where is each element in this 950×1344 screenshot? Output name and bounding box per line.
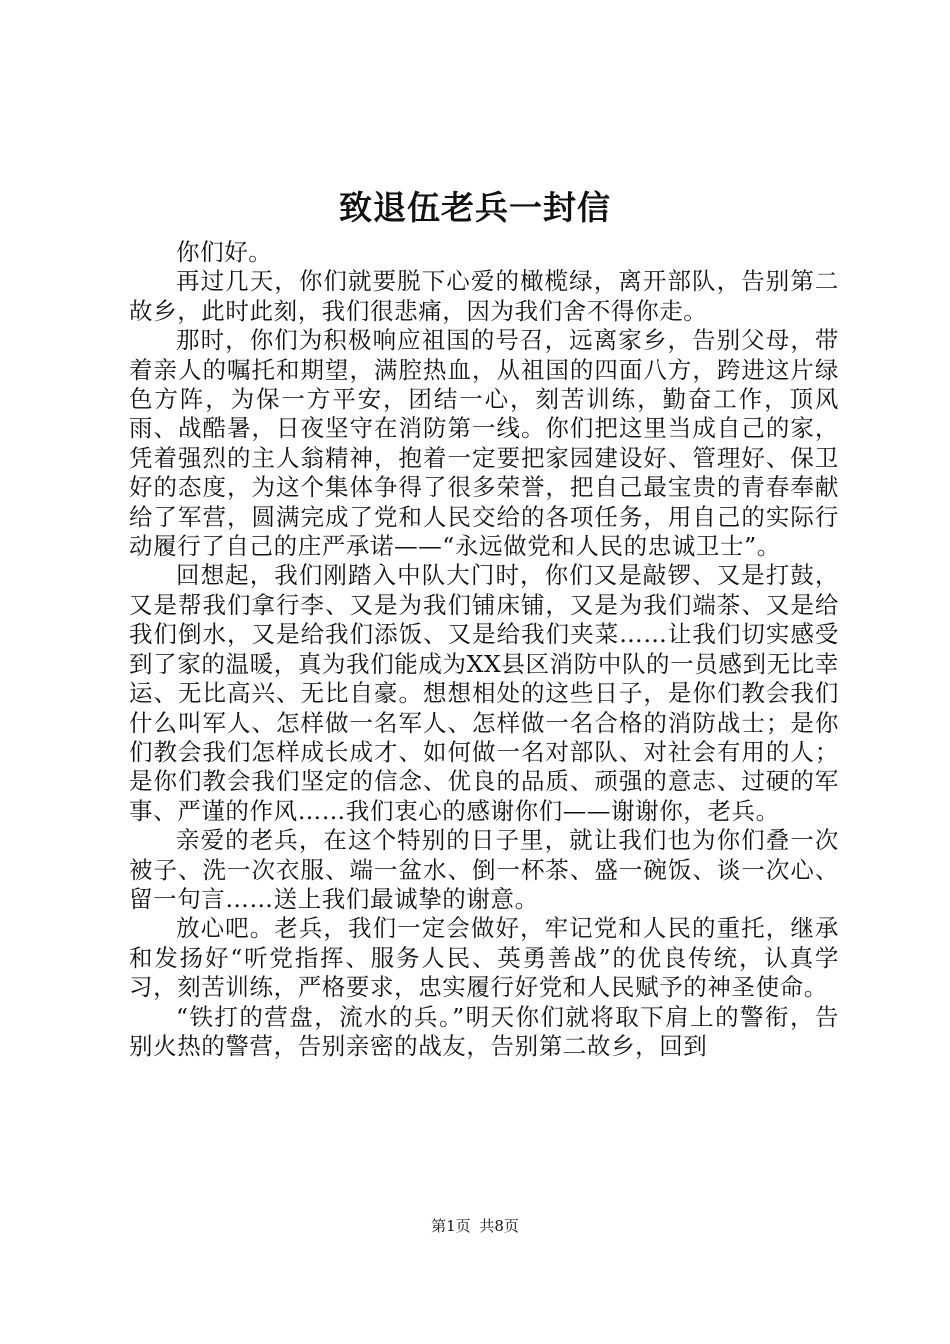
paragraph-departure: “铁打的营盘，流水的兵。”明天你们就将取下肩上的警衔，告别火热的警营，告别亲密的战友，告别第二故乡，回到 xyxy=(129,1002,839,1060)
letter-body xyxy=(129,238,839,1061)
paragraph-promise: 放心吧。老兵，我们一定会做好，牢记党和人民的重托，继承和发扬好“听党指挥、服务人民、英勇善战”的优良传统，认真学习，刻苦训练，严格要求，忠实履行好党和人民赋予的神圣使命。 xyxy=(129,914,839,1002)
paragraph-greeting: 你们好。 xyxy=(176,238,273,266)
paragraph-gratitude: 亲爱的老兵，在这个特别的日子里，就让我们也为你们叠一次被子、洗一次衣服、端一盆水、倒一杯茶、盛一碗饭、谈一次心、留一句言……送上我们最诚挚的谢意。 xyxy=(129,826,839,913)
paragraph-farewell: 再过几天，你们就要脱下心爱的橄榄绿，离开部队，告别第二故乡，此时此刻，我们很悲痛，因为我们舍不得你走。 xyxy=(129,267,839,325)
paragraph-service-history: 那时，你们为积极响应祖国的号召，远离家乡，告别父母，带着亲人的嘱托和期望，满腔热血，从祖国的四面八方，跨进这片绿色方阵，为保一方平安，团结一心，刻苦训练，勤奋工作，顶风雨、战酷暑，日夜坚守在消防第一线。你们把这里当成自己的家，凭着强烈的主人翁精神，抱着一定要把家园建设好、管理好、保卫好的态度，为这个集体争得了很多荣誉，把自己最宝贵的青春奉献给了军营，圆满完成了党和人民交给的各项任务，用自己的实际行动履行了自己的庄严承诺——“永远做党和人民的忠诚卫士”。 xyxy=(129,326,839,561)
page-footer xyxy=(0,1216,950,1236)
document-title: 致退伍老兵一封信 xyxy=(339,188,611,227)
page-total: 共8页 xyxy=(479,1217,519,1235)
paragraph-memories: 回想起，我们刚踏入中队大门时，你们又是敲锣、又是打鼓，又是帮我们拿行李、又是为我们铺床铺，又是为我们端茶、又是给我们倒水，又是给我们添饭、又是给我们夹菜……让我们切实感受到了家的温暖，真为我们能成为XX县区消防中队的一员感到无比幸运、无比高兴、无比自豪。想想相处的这些日子，是你们教会我们什么叫军人、怎样做一名军人、怎样做一名合格的消防战士；是你们教会我们怎样成长成才、如何做一名对部队、对社会有用的人；是你们教会我们坚定的信念、优良的品质、顽强的意志、过硬的军事、严谨的作风……我们衷心的感谢你们——谢谢你，老兵。 xyxy=(129,561,839,825)
page-number: 第1页 xyxy=(431,1217,471,1235)
